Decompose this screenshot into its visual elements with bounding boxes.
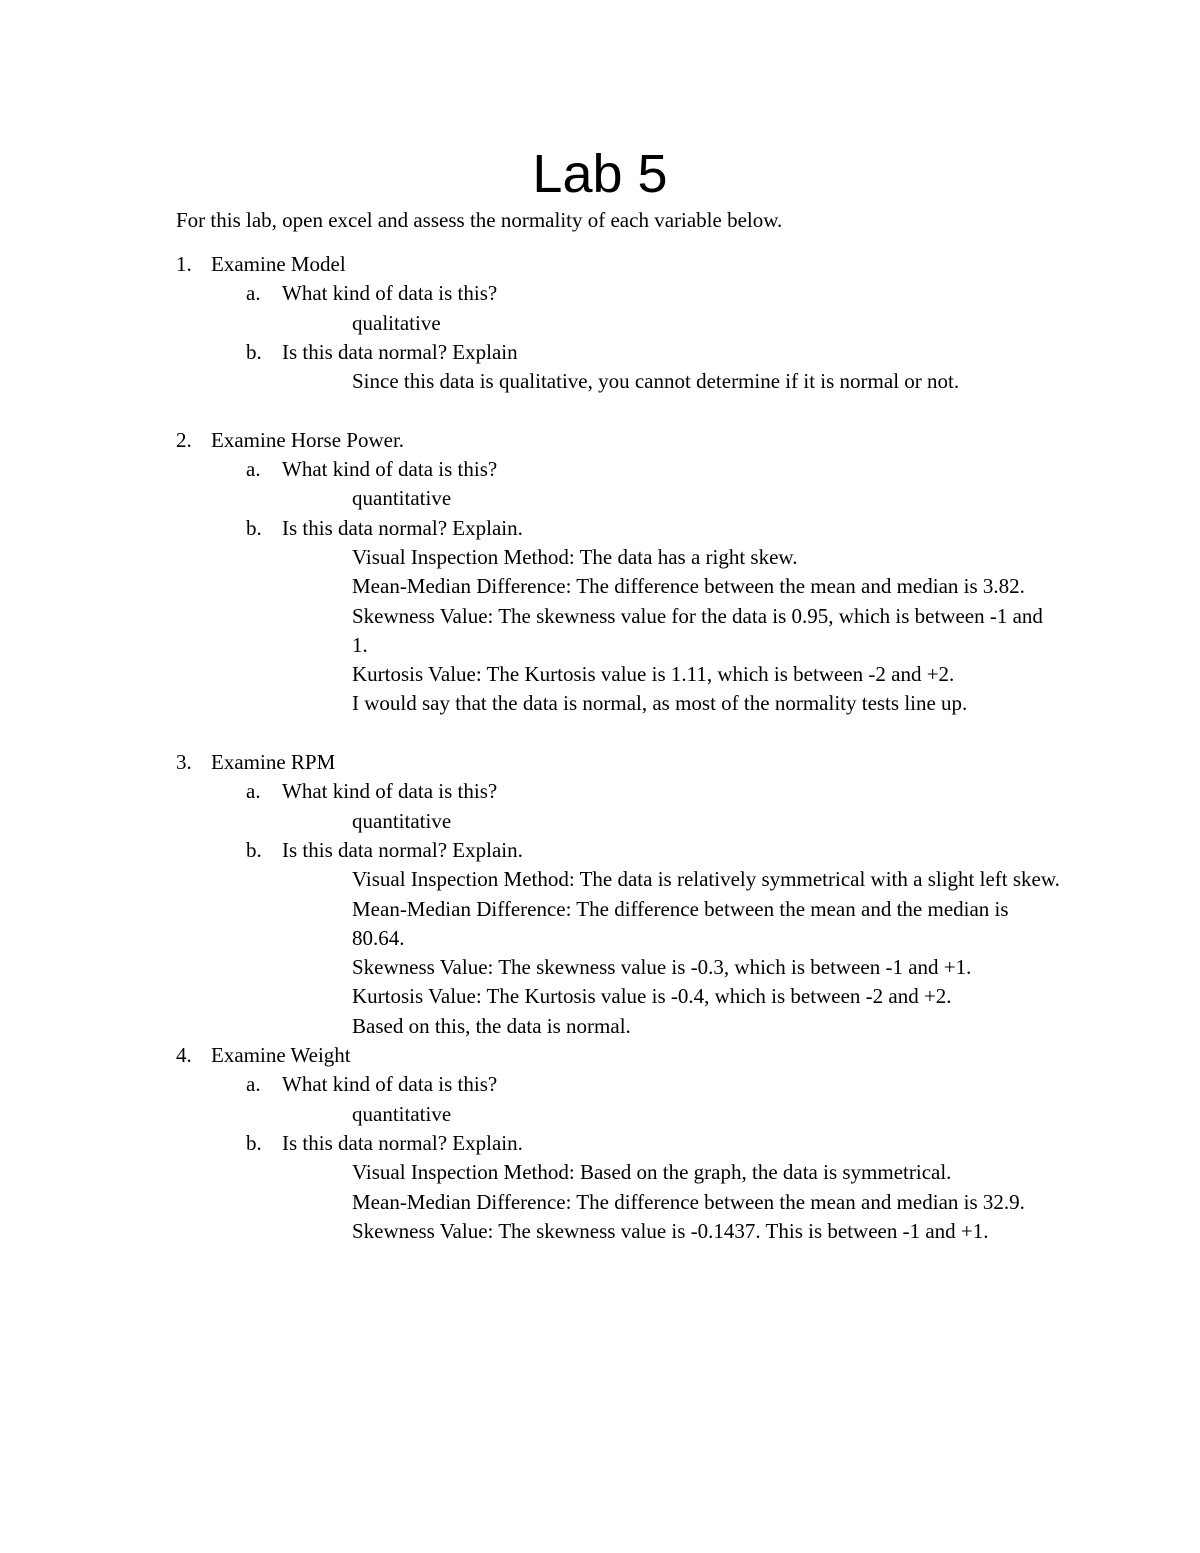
sub-question-text: Is this data normal? Explain. — [282, 515, 523, 540]
answer-line: Since this data is qualitative, you cannot determine if it is normal or not. — [352, 369, 960, 394]
answer-line: Mean-Median Difference: The difference between the mean and median is 32.9. — [352, 1189, 1025, 1214]
answer-line: Visual Inspection Method: The data is relatively symmetrical with a slight left skew. — [352, 867, 1060, 892]
question-title: Examine Weight — [211, 1043, 351, 1068]
question-title: Examine Horse Power. — [211, 427, 405, 452]
answer-line: quantitative — [352, 486, 452, 511]
answer-block — [352, 865, 1062, 1041]
answer-block — [352, 543, 1062, 719]
answer-block — [352, 309, 1062, 338]
sub-question-text: Is this data normal? Explain. — [282, 837, 523, 862]
question-1 — [0, 250, 1200, 396]
sub-question-letter: a. — [246, 457, 261, 482]
sub-question-text: What kind of data is this? — [282, 779, 498, 804]
sub-question-text: Is this data normal? Explain — [282, 339, 518, 364]
sub-question-text: What kind of data is this? — [282, 1072, 498, 1097]
question-2 — [0, 426, 1200, 719]
sub-question-letter: b. — [246, 515, 262, 540]
question-title: Examine Model — [211, 252, 346, 276]
answer-line: Mean-Median Difference: The difference between the mean and median is 3.82. — [352, 574, 1025, 599]
question-number: 4. — [176, 1043, 192, 1068]
sub-question-letter: b. — [246, 1130, 262, 1155]
sub-question-text: What kind of data is this? — [282, 457, 498, 482]
answer-block — [352, 1158, 1062, 1246]
question-number: 3. — [176, 750, 192, 775]
sub-question-letter: a. — [246, 1072, 261, 1097]
answer-block — [352, 807, 1062, 836]
sub-question-letter: a. — [246, 779, 261, 804]
question-4 — [0, 1041, 1200, 1246]
question-number: 1. — [176, 252, 192, 276]
sub-question-text: Is this data normal? Explain. — [282, 1130, 523, 1155]
answer-line: Skewness Value: The skewness value is -0.1437. This is between -1 and +1. — [352, 1218, 989, 1243]
answer-line: Visual Inspection Method: The data has a right skew. — [352, 544, 798, 569]
question-list — [0, 250, 1200, 1246]
question-3 — [0, 748, 1200, 1041]
answer-block — [352, 1100, 1062, 1129]
answer-line: quantitative — [352, 808, 452, 833]
question-title: Examine RPM — [211, 750, 336, 775]
answer-block — [352, 367, 1062, 396]
answer-block — [352, 484, 1062, 513]
answer-line: Based on this, the data is normal. — [352, 1013, 631, 1038]
answer-line: Skewness Value: The skewness value is -0.3, which is between -1 and +1. — [352, 955, 972, 980]
page-title: Lab 5 — [532, 144, 668, 204]
answer-line: Mean-Median Difference: The difference between the mean and the median is 80.64. — [352, 896, 1009, 950]
sub-question-text: What kind of data is this? — [282, 281, 498, 306]
sub-question-letter: b. — [246, 837, 262, 862]
intro-text: For this lab, open excel and assess the normality of each variable below. — [176, 208, 783, 232]
answer-line: quantitative — [352, 1101, 452, 1126]
sub-question-letter: b. — [246, 339, 262, 364]
answer-line: Kurtosis Value: The Kurtosis value is -0.4, which is between -2 and +2. — [352, 984, 952, 1009]
answer-line: I would say that the data is normal, as most of the normality tests line up. — [352, 691, 968, 716]
question-number: 2. — [176, 427, 192, 452]
sub-question-letter: a. — [246, 281, 261, 306]
answer-line: Visual Inspection Method: Based on the graph, the data is symmetrical. — [352, 1160, 952, 1185]
answer-line: qualitative — [352, 310, 441, 335]
answer-line: Skewness Value: The skewness value for the data is 0.95, which is between -1 and 1. — [352, 603, 1043, 657]
answer-line: Kurtosis Value: The Kurtosis value is 1.11, which is between -2 and +2. — [352, 662, 955, 687]
